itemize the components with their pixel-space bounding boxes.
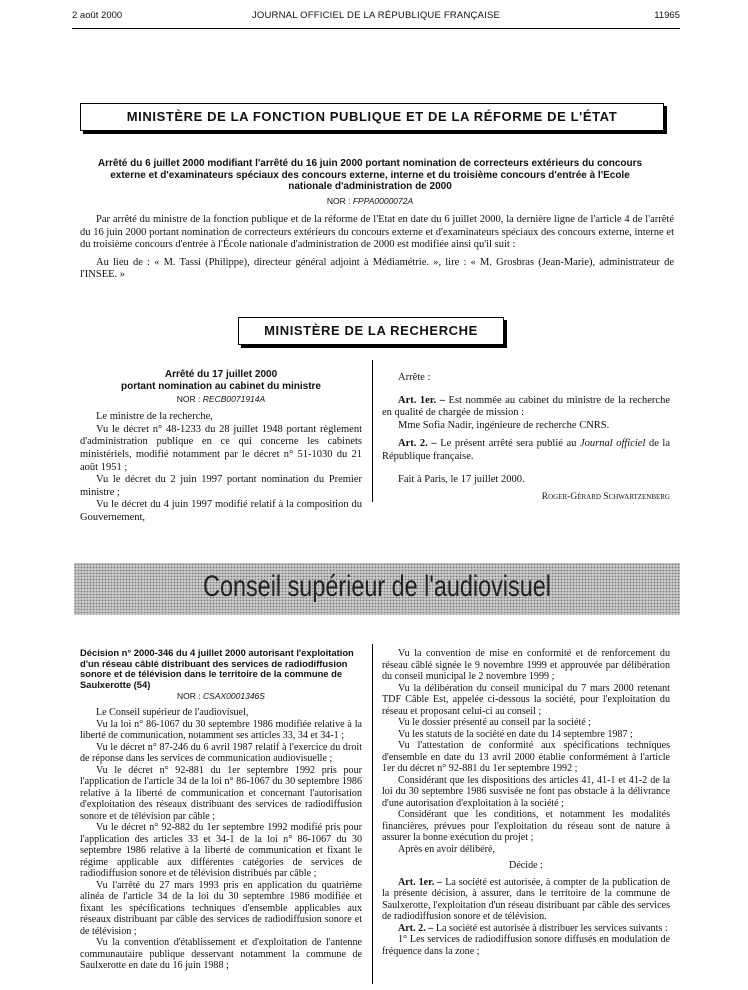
article-1-label: Art. 1er. – (398, 394, 445, 406)
article-2 (382, 438, 670, 463)
decision-paragraph: Vu les statuts de la société en date du 14 septembre 1987 ; (398, 728, 633, 740)
decide-verb: Décide : (509, 860, 543, 871)
header-page-number: 11965 (654, 10, 680, 21)
arrete-paragraph: Vu le décret du 4 juin 1997 modifié relatif à la composition du Gouvernement, (80, 499, 362, 523)
done-at: Fait à Paris, le 17 juillet 2000. (398, 473, 525, 485)
decision-article-1-label: Art. 1er. – (398, 876, 443, 888)
article-1-name: Mme Sofia Nadir, ingénieure de recherche CNRS. (398, 419, 610, 431)
left-column-recherche (80, 369, 362, 525)
article-2-journal: Journal officiel (579, 438, 646, 450)
arrete-paragraph: Le ministre de la recherche, (96, 411, 213, 423)
decision-paragraph: Vu le dossier présenté au conseil par la société ; (398, 717, 592, 728)
csa-banner (74, 563, 680, 615)
decision-article-2-text: La société est autorisée à distribuer les services suivants : (435, 922, 668, 934)
header-date: 2 août 2000 (72, 10, 123, 21)
nor-label: NOR : (326, 196, 351, 206)
decision-paragraph: Vu le décret n° 92-881 du 1er septembre 1992 pris pour l'application de l'article 34 de la loi n° 86-1067 du 30 septembre 1986 relative à la liberté de communication et concernant l'autorisation d'exploitation des réseaux distribuant des services de radiodiffusion sonore et de télévision par câble ; (80, 764, 362, 822)
decree-title-enа: Arrêté du 6 juillet 2000 modifiant l'arrêté du 16 juin 2000 portant nomination de correcteurs extérieurs du concours externe et d'examinateurs spéciaux des concours externe, interne et du troisième concours d'entrée à l'Ecole nationale d'administration de 2000 (97, 158, 643, 192)
decision-article-1 (382, 877, 670, 923)
header-journal-title: JOURNAL OFFICIEL DE LA RÉPUBLIQUE FRANÇAISE (251, 10, 501, 21)
article-1-text: Est nommée au cabinet du ministre de la recherche en qualité de chargée de mission : (382, 394, 670, 419)
decision-title: Décision n° 2000-346 du 4 juillet 2000 autorisant l'exploitation d'un réseau câblé distribuant des services de radiodiffusion sonore et de télévision dans le territoire de la commune de Saulxerotte (54) (80, 647, 354, 690)
arrete-paragraph: Vu le décret n° 48-1233 du 28 juillet 1948 portant règlement d'administration publique en ce qui concerne les cabinets ministériels, modifié notamment par le décret n° 51-1030 du 21 août 1951 ; (80, 423, 362, 473)
left-column-csa (80, 648, 362, 972)
right-column-recherche (382, 372, 670, 504)
header-rule (72, 28, 680, 29)
column-divider (372, 644, 373, 984)
ministry-heading-recherche: MINISTÈRE DE LA RECHERCHE (238, 317, 504, 345)
signature: Roger-Gérard Schwartzenberg (541, 492, 670, 503)
decision-paragraph: Après en avoir délibéré, (398, 843, 495, 855)
csa-banner-title: Conseil supérieur de l'audiovisuel (203, 570, 551, 603)
decision-article-2 (382, 923, 670, 935)
decision-paragraph: Le Conseil supérieur de l'audiovisuel, (96, 707, 249, 719)
nor-reference (96, 196, 644, 206)
nor-reference (80, 394, 362, 404)
nor-label: NOR : (177, 690, 201, 701)
page-header (72, 10, 680, 24)
arrete-verb: Arrête : (398, 372, 431, 383)
decision-paragraph: Vu le décret n° 92-882 du 1er septembre 1992 modifié pris pour l'application des articles 33 et 34-1 de la loi n° 86-1067 du 30 septembre 1986 relative à la liberté de communication et fixant le régime applicable aux différentes catégories de services de radiodiffusion sonore et de télévision distribués par câble ; (80, 822, 362, 880)
decision-paragraph: Vu la délibération du conseil municipal du 7 mars 2000 retenant TDF Câble Est, appelée ci-dessous la société, pour l'exploitation du réseau et proposant celui-ci au conseil ; (382, 682, 670, 717)
decision-paragraph: Vu l'attestation de conformité aux spécifications techniques d'ensemble en date du 13 avril 2000 établie conformément à l'article 1er du décret n° 92-881 du 1er septembre 1992 ; (382, 740, 670, 774)
decision-paragraph: Vu le décret n° 87-246 du 6 avril 1987 relatif à l'exercice du droit de réponse dans les services de communication audiovisuelle ; (80, 741, 362, 765)
article-2-label: Art. 2. – (398, 438, 437, 450)
decision-article-2-label: Art. 2. – (398, 922, 434, 934)
decision-article-2-item: 1° Les services de radiodiffusion sonore diffusés en modulation de fréquence dans la zone ; (382, 934, 670, 957)
nor-label: NOR : (176, 394, 201, 404)
arrete-title-line2: portant nomination au cabinet du ministre (120, 380, 321, 392)
decision-paragraph: Vu l'arrêté du 27 mars 1993 pris en application du quatrième alinéa de l'article 34 de la loi du 30 septembre 1986 modifiée et fixant les spécifications techniques d'ensemble applicables aux réseaux distribuant par câble des services de radiodiffusion sonore et de télévision ; (80, 879, 362, 937)
arrete-paragraph: Vu le décret du 2 juin 1997 portant nomination du Premier ministre ; (80, 474, 362, 498)
article-1 (382, 395, 670, 420)
column-divider (372, 360, 373, 502)
decision-paragraph: Vu la convention d'établissement et d'exploitation de l'antenne communautaire publique desservant notamment la commune de Saulxerotte en date du 16 juin 1988 ; (80, 937, 362, 972)
decree-body (80, 214, 674, 282)
decision-paragraph: Vu la loi n° 86-1067 du 30 septembre 1986 modifiée relative à la liberté de communication, notamment ses articles 33, 34 et 34-1 ; (80, 718, 362, 742)
right-column-csa (382, 648, 670, 957)
nor-code: CSAX0001346S (203, 690, 265, 701)
article-2-text-b: de la République française. (382, 438, 671, 462)
decision-article-1-text: La société est autorisée, à compter de la publication de la présente décision, à assurer, dans le territoire de la commune de Saulxerotte, l'exploitation d'un réseau distribuant par câble des services de radiodiffusion sonore et de télévision. (382, 876, 670, 922)
decision-paragraph: Considérant que les dispositions des articles 41, 41-1 et 41-2 de la loi du 30 septembre 1986 susvisée ne font pas obstacle à la délivrance d'une autorisation d'exploitation à la société ; (382, 774, 670, 809)
nor-reference (80, 692, 362, 702)
article-2-text-a: Le présent arrêté sera publié au (440, 438, 577, 450)
decision-paragraph: Considérant que les conditions, et notamment les modalités financières, prévues pour l'exploitation du réseau sont de nature à assurer la bonne exécution du projet ; (382, 809, 670, 843)
decision-paragraph: Vu la convention de mise en conformité et de renforcement du réseau câblé signée le 9 novembre 1999 et approuvée par délibération du conseil municipal le 2 novembre 1999 ; (382, 648, 670, 682)
nor-code: RECB0071914A (202, 394, 266, 404)
nor-code: FPPA0000072A (352, 196, 414, 206)
decree-paragraph: Par arrêté du ministre de la fonction publique et de la réforme de l'Etat en date du 6 juillet 2000, la dernière ligne de l'article 4 de l'arrêté du 16 juin 2000 portant nomination de correcteurs extérieurs du concours externe et d'examinateurs spéciaux des concours externe, interne et du troisième concours d'entrée à l'École nationale d'administration de 2000 est modifiée ainsi qu'il suit : (80, 214, 674, 251)
ministry-heading-fonction-publique: MINISTÈRE DE LA FONCTION PUBLIQUE ET DE LA RÉFORME DE L'ÉTAT (80, 103, 664, 131)
decree-paragraph: Au lieu de : « M. Tassi (Philippe), directeur général adjoint à Médiamétrie. », lire : « M. Grosbras (Jean-Marie), administrateur de l'INSEE. » (80, 256, 674, 281)
arrete-title-line1: Arrêté du 17 juillet 2000 (164, 369, 278, 380)
